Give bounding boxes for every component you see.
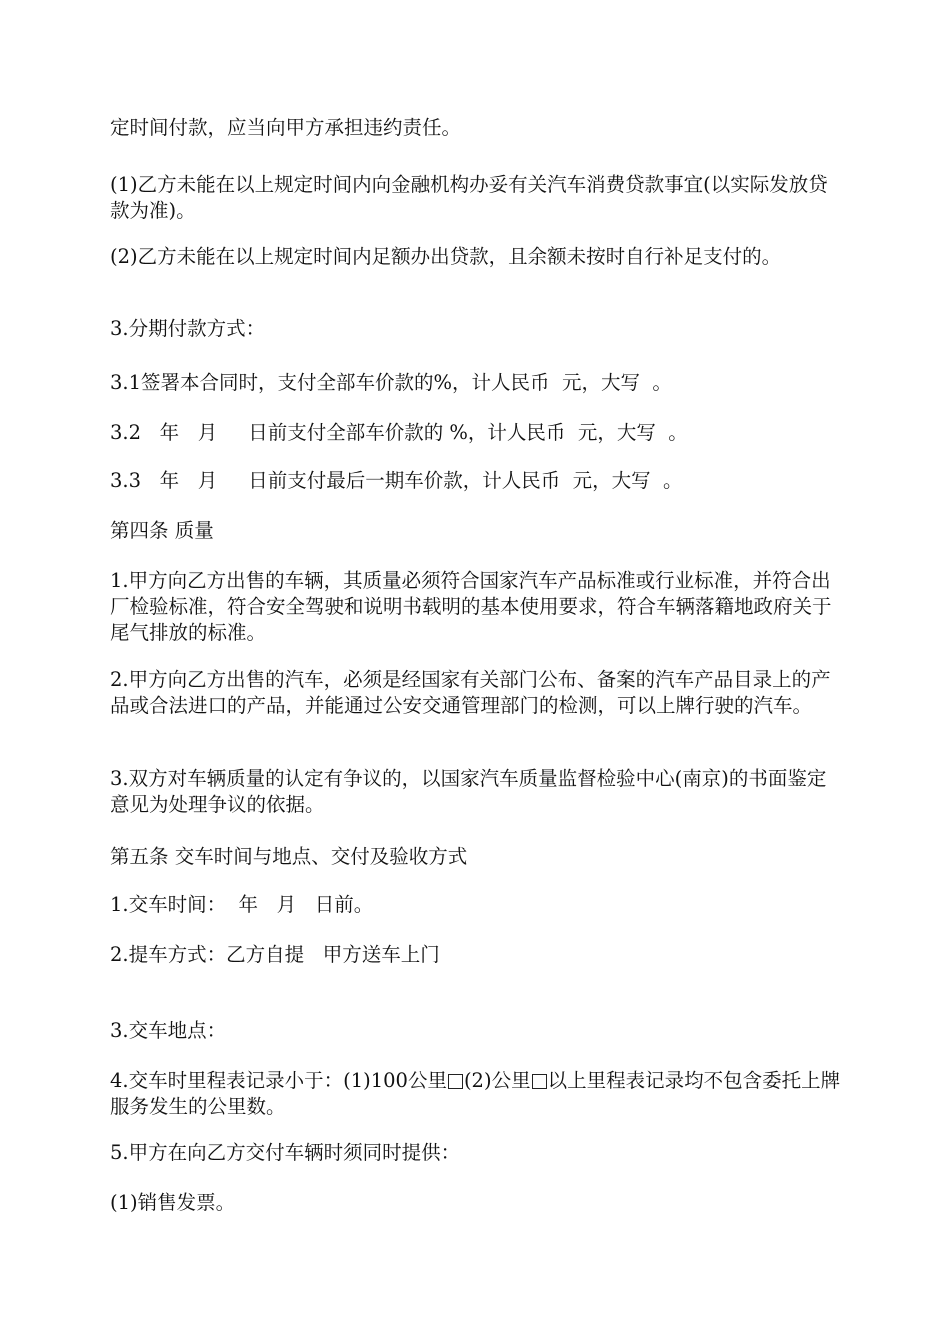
paragraph: (1)销售发票。 [110,1191,236,1214]
checkbox-icon [448,1074,463,1089]
paragraph: 1.甲方向乙方出售的车辆，其质量必须符合国家汽车产品标准或行业标准，并符合出厂检验标准，符合安全驾驶和说明书载明的基本使用要求，符合车辆落籍地政府关于尾气排放的标准。 [110,569,832,644]
paragraph: (1)乙方未能在以上规定时间内向金融机构办妥有关汽车消费贷款事宜(以实际发放贷款为准)。 [110,173,828,222]
section-heading: 第四条 质量 [110,519,214,542]
paragraph: 3.交车地点： [110,1019,227,1042]
section-heading: 第五条 交车时间与地点、交付及验收方式 [110,845,468,868]
paragraph: 2.甲方向乙方出售的汽车，必须是经国家有关部门公布、备案的汽车产品目录上的产品或合法进口的产品，并能通过公安交通管理部门的检测，可以上牌行驶的汽车。 [110,668,831,717]
odometer-option-1: 4.交车时里程表记录小于：(1)100公里 [110,1069,447,1092]
odometer-option-2: (2)公里 [463,1069,531,1092]
paragraph: 5.甲方在向乙方交付车辆时须同时提供： [110,1141,461,1164]
paragraph: 3.2 年 月 日前支付全部车价款的 %，计人民币 元，大写 。 [110,421,688,444]
paragraph: 3.分期付款方式： [110,317,266,340]
paragraph: 定时间付款，应当向甲方承担违约责任。 [110,116,462,139]
paragraph: 3.1签署本合同时，支付全部车价款的%，计人民币 元，大写 。 [110,371,672,394]
checkbox-icon [532,1074,547,1089]
paragraph: 1.交车时间： 年 月 日前。 [110,893,374,916]
odometer-note: 以上里程表记录均不包含委托上牌服务发生的公里数。 [110,1069,841,1118]
paragraph: 3.3 年 月 日前支付最后一期车价款，计人民币 元，大写 。 [110,469,683,492]
paragraph [110,1068,845,1120]
paragraph: (2)乙方未能在以上规定时间内足额办出贷款，且余额未按时自行补足支付的。 [110,245,782,268]
paragraph: 3.双方对车辆质量的认定有争议的，以国家汽车质量监督检验中心(南京)的书面鉴定意见为处理争议的依据。 [110,767,827,816]
paragraph: 2.提车方式：乙方自提 甲方送车上门 [110,943,440,966]
